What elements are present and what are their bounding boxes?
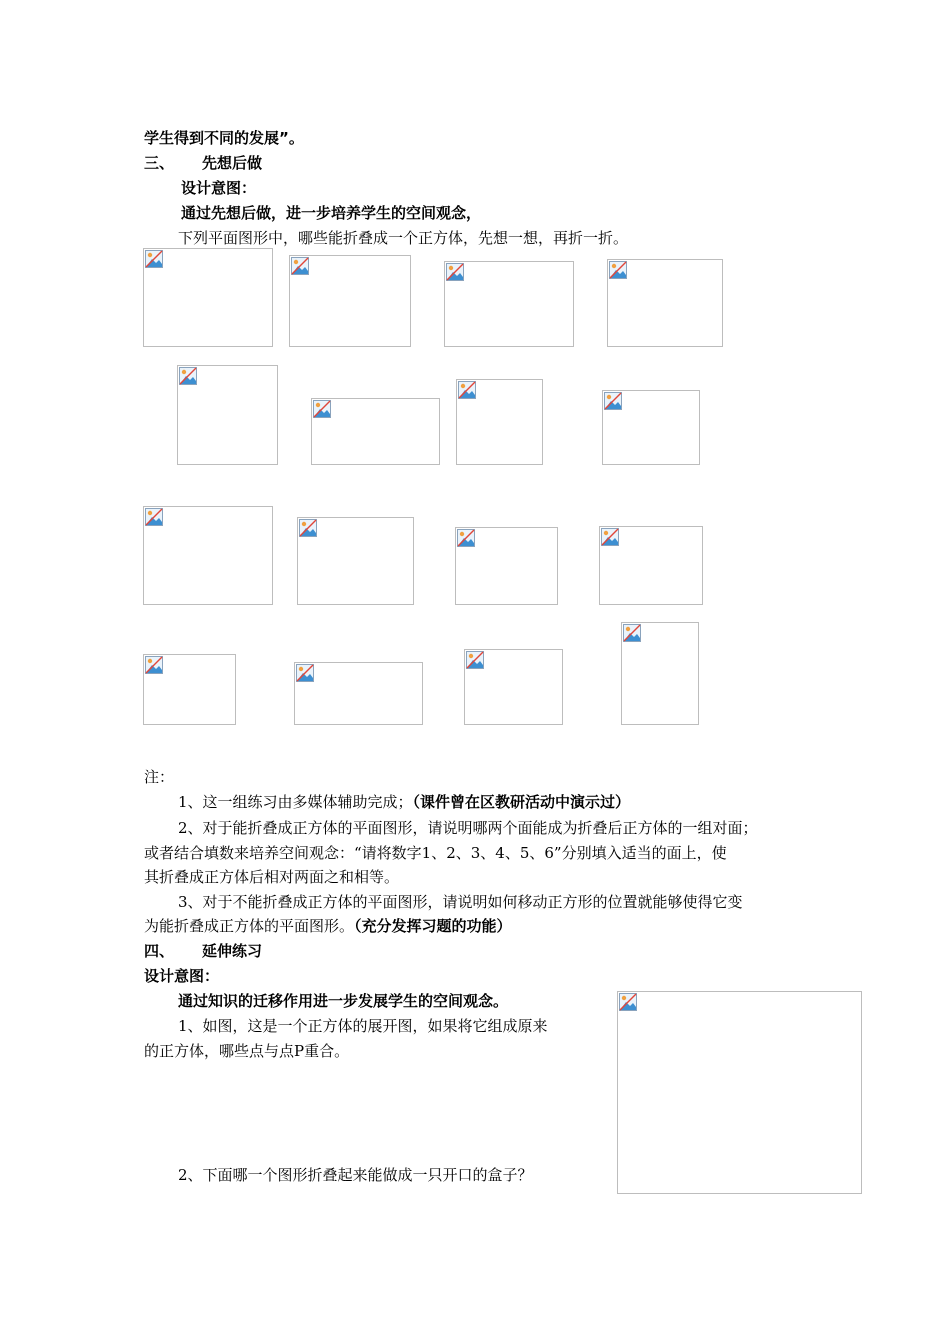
net-figure-10 — [297, 517, 414, 605]
note-3-bold: （充分发挥习题的功能） — [354, 917, 512, 935]
broken-image-icon — [604, 392, 622, 410]
broken-image-icon — [466, 651, 484, 669]
exercise-1-line-1: 1、如图，这是一个正方体的展开图，如果将它组成原来 — [178, 1017, 548, 1035]
broken-image-icon — [619, 993, 637, 1011]
broken-image-icon — [446, 263, 464, 281]
design-intent-label-1: 设计意图： — [181, 179, 257, 197]
broken-image-icon — [296, 664, 314, 682]
section-3-number: 三、 — [144, 154, 175, 172]
section-3-title: 先想后做 — [202, 154, 263, 172]
broken-image-icon — [145, 508, 163, 526]
net-figure-15 — [464, 649, 563, 725]
broken-image-icon — [623, 624, 641, 642]
net-figure-2 — [289, 255, 411, 347]
net-figure-1 — [143, 248, 273, 347]
note-2-line-3: 其折叠成正方体后相对两面之和相等。 — [144, 868, 400, 886]
broken-image-icon — [299, 519, 317, 537]
section-4-number: 四、 — [144, 942, 175, 960]
net-figure-6 — [311, 398, 440, 465]
broken-image-icon — [458, 381, 476, 399]
note-2-line-2: 或者结合填数来培养空间观念：“请将数字1、2、3、4、5、6”分别填入适当的面上，使 — [144, 844, 727, 862]
net-figure-8 — [602, 390, 700, 465]
net-figure-4 — [607, 259, 723, 347]
cube-net-figure — [617, 991, 862, 1194]
net-figure-11 — [455, 527, 558, 605]
net-figure-9 — [143, 506, 273, 605]
note-1-bold: （课件曾在区教研活动中演示过） — [412, 793, 631, 811]
net-figure-12 — [599, 526, 703, 605]
question-fold-cube: 下列平面图形中，哪些能折叠成一个正方体，先想一想，再折一折。 — [178, 229, 629, 247]
broken-image-icon — [179, 367, 197, 385]
design-intent-text-1: 通过先想后做，进一步培养学生的空间观念， — [181, 204, 482, 222]
note-3-line-1: 3、对于不能折叠成正方体的平面图形，请说明如何移动正方形的位置就能够使得它变 — [178, 893, 743, 911]
net-figure-16 — [621, 622, 699, 725]
note-2-line-1: 2、对于能折叠成正方体的平面图形，请说明哪两个面能成为折叠后正方体的一组对面； — [178, 819, 758, 837]
broken-image-icon — [601, 528, 619, 546]
design-intent-label-2: 设计意图： — [144, 967, 220, 985]
broken-image-icon — [291, 257, 309, 275]
exercise-1-line-2: 的正方体，哪些点与点P重合。 — [144, 1042, 350, 1060]
broken-image-icon — [145, 250, 163, 268]
note-3-text: 为能折叠成正方体的平面图形。 — [144, 917, 355, 935]
paragraph-continuation: 学生得到不同的发展”。 — [144, 129, 304, 147]
broken-image-icon — [145, 656, 163, 674]
net-figure-5 — [177, 365, 278, 465]
broken-image-icon — [457, 529, 475, 547]
broken-image-icon — [609, 261, 627, 279]
note-1-text: 1、这一组练习由多媒体辅助完成； — [178, 793, 413, 811]
broken-image-icon — [313, 400, 331, 418]
note-3-line-2 — [144, 916, 512, 936]
exercise-2: 2、下面哪一个图形折叠起来能做成一只开口的盒子？ — [178, 1166, 533, 1184]
net-figure-3 — [444, 261, 574, 347]
net-figure-13 — [143, 654, 236, 725]
note-1 — [178, 792, 630, 812]
net-figure-14 — [294, 662, 423, 725]
section-4-title: 延伸练习 — [202, 942, 263, 960]
note-label: 注： — [144, 768, 175, 786]
design-intent-text-2: 通过知识的迁移作用进一步发展学生的空间观念。 — [178, 992, 509, 1010]
net-figure-7 — [456, 379, 543, 465]
